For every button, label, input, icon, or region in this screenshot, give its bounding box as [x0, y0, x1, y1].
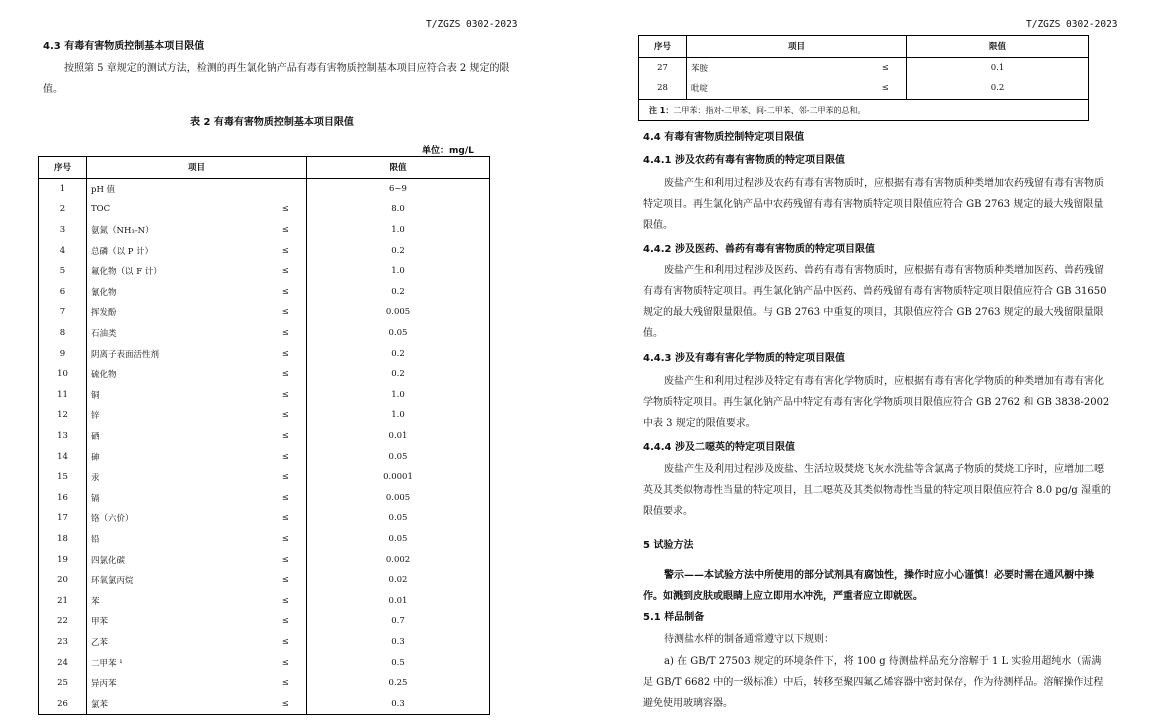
row-limit: 0.005: [385, 492, 411, 503]
row-limit: 0.05: [388, 451, 408, 462]
intro-paragraph: [43, 58, 516, 100]
row-item: 吡啶: [691, 84, 709, 95]
row-operator: ≤: [265, 652, 307, 673]
row-operator: ≤: [265, 199, 307, 220]
row-operator: ≤: [265, 488, 307, 509]
row-limit: 0.05: [388, 533, 408, 544]
paragraph-5-1-text: 待测盐水样的制备通常遵守以下规则：: [664, 634, 834, 645]
row-index: 27: [639, 57, 687, 78]
table-row: [39, 385, 490, 406]
row-index: 26: [39, 693, 87, 714]
row-item: 铬（六价）: [91, 514, 134, 525]
paragraph-4-4-1: [643, 173, 1111, 236]
row-index: 28: [639, 78, 687, 99]
row-item: 氟化物（以 F 计）: [91, 267, 162, 278]
header-item: 项目: [87, 157, 307, 179]
row-index: 12: [39, 405, 87, 426]
row-limit: 0.2: [990, 83, 1005, 94]
header-limit: 限值: [307, 157, 490, 179]
table-title: 表 2 有毒有害物质控制基本项目限值: [190, 117, 354, 128]
row-item: 砷: [91, 452, 100, 463]
row-operator: ≤: [265, 405, 307, 426]
paragraph-4-4-3: [643, 371, 1111, 434]
row-operator: ≤: [265, 323, 307, 344]
header-item: 项目: [687, 36, 907, 58]
row-operator: ≤: [265, 240, 307, 261]
table-row: [39, 302, 490, 323]
row-item: 石油类: [91, 329, 117, 340]
paragraph-5-1-a-text: a) 在 GB/T 27503 规定的环境条件下，将 100 g 待测盐样品充分溶解于 1 L 实验用超纯水（需满足 GB/T 6682 中的一级标准）中后，转移至聚四氟乙烯容器中密封保存，作为待测样品。溶解操作过程避免使用玻璃容器。: [643, 656, 1104, 709]
row-index: 10: [39, 364, 87, 385]
table-row: [39, 467, 490, 488]
row-operator: [265, 178, 307, 199]
section-heading: 4.3 有毒有害物质控制基本项目限值: [43, 41, 205, 52]
doc-code: T/ZGZS 0302-2023: [426, 19, 518, 30]
table-row: [39, 199, 490, 220]
table-row: [39, 364, 490, 385]
row-index: 9: [39, 343, 87, 364]
heading-4-4-1: 4.4.1 涉及农药有毒有害物质的特定项目限值: [643, 155, 845, 166]
warning-paragraph: [643, 565, 1111, 607]
paragraph-4-4-2: [643, 260, 1111, 344]
paragraph-4-4-3-text: 废盐产生和利用过程涉及特定有毒有害化学物质时，应根据有毒有害化学物质的种类增加有毒有害化学物质特定项目。再生氯化钠产品中特定有毒有害化学物质项目限值应符合 GB 2762 和 GB 3838-2002 中表 3 规定的限值要求。: [643, 376, 1110, 429]
table-row: [39, 446, 490, 467]
paragraph-5-1-a: [643, 651, 1111, 714]
row-limit: 1.0: [391, 410, 405, 421]
table-header-row: [39, 157, 490, 179]
row-limit: 0.2: [391, 286, 405, 297]
row-operator: ≤: [865, 78, 907, 99]
row-index: 2: [39, 199, 87, 220]
row-operator: ≤: [265, 590, 307, 611]
row-operator: ≤: [265, 673, 307, 694]
left-page: [0, 0, 560, 723]
table-row: [39, 343, 490, 364]
row-limit: 1.0: [391, 225, 405, 236]
row-item: 阴离子表面活性剂: [91, 349, 160, 360]
row-limit: 6~9: [389, 183, 407, 194]
limits-table-continued: [638, 35, 1089, 121]
row-index: 5: [39, 261, 87, 282]
table-row: [39, 488, 490, 509]
table-row: [39, 282, 490, 303]
row-operator: ≤: [265, 364, 307, 385]
row-item: TOC: [91, 204, 111, 215]
row-limit: 0.3: [391, 636, 405, 647]
row-operator: ≤: [265, 611, 307, 632]
row-item: 硒: [91, 432, 100, 443]
table-row: [39, 178, 490, 199]
row-index: 11: [39, 385, 87, 406]
row-item: 总磷（以 P 计）: [91, 246, 154, 257]
row-item: 铅: [91, 534, 100, 545]
paragraph-4-4-2-text: 废盐产生和利用过程涉及医药、兽药有毒有害物质时，应根据有毒有害物质种类增加医药、兽药残留有毒有害物质特定项目。再生氯化钠产品中医药、兽药残留有毒有害物质特定项目限值应符合 GB 31650 规定的最大残留限量限值。与 GB 2763 中重复的项目，其限值应符合 GB 2763 规定的最大残留限量限值。: [643, 265, 1107, 339]
row-index: 3: [39, 220, 87, 241]
warning-text: 警示——本试验方法中所使用的部分试剂具有腐蚀性，操作时应小心谨慎！必要时需在通风橱中操作。如溅到皮肤或眼睛上应立即用水冲洗，严重者应立即就医。: [643, 570, 1094, 602]
table-row: [39, 323, 490, 344]
row-operator: ≤: [265, 446, 307, 467]
heading-5-1: 5.1 样品制备: [643, 612, 705, 623]
row-item: 四氯化碳: [91, 555, 126, 566]
row-index: 20: [39, 570, 87, 591]
note-text: 二甲苯：指对-二甲苯、间-二甲苯、邻-二甲苯的总和。: [673, 105, 866, 115]
row-index: 21: [39, 590, 87, 611]
row-limit: 0.2: [391, 348, 405, 359]
row-item: 铜: [91, 390, 100, 401]
row-limit: 0.002: [385, 554, 411, 565]
row-index: 18: [39, 529, 87, 550]
row-limit: 0.2: [391, 369, 405, 380]
row-limit: 0.005: [385, 307, 411, 318]
row-limit: 0.01: [388, 595, 408, 606]
table-row: [39, 508, 490, 529]
row-index: 23: [39, 632, 87, 653]
limits-table: [38, 156, 490, 715]
note-label: 注 1：: [649, 105, 674, 115]
row-operator: ≤: [265, 467, 307, 488]
table-row: [39, 426, 490, 447]
heading-4-4-4: 4.4.4 涉及二噁英的特定项目限值: [643, 442, 795, 453]
table-row: [39, 611, 490, 632]
table-row: [39, 261, 490, 282]
row-operator: ≤: [265, 261, 307, 282]
row-item: 甲苯: [91, 617, 109, 628]
table-header-row: [639, 36, 1089, 58]
row-index: 7: [39, 302, 87, 323]
row-index: 15: [39, 467, 87, 488]
row-item: 氯苯: [91, 699, 109, 710]
row-item: 苯: [91, 596, 100, 607]
paragraph-4-4-1-text: 废盐产生和利用过程涉及农药有毒有害物质时，应根据有毒有害物质种类增加农药残留有毒有害物质特定项目。再生氯化钠产品中农药残留有毒有害物质特定项目限值应符合 GB 2763 规定的最大残留限量限值。: [643, 178, 1104, 231]
row-item: 汞: [91, 473, 100, 484]
row-limit: 0.3: [391, 698, 405, 709]
header-index: 序号: [39, 157, 87, 179]
table-row: [639, 78, 1089, 99]
row-limit: 0.02: [388, 575, 408, 586]
row-limit: 0.25: [388, 678, 408, 689]
table-row: [39, 405, 490, 426]
row-operator: ≤: [265, 508, 307, 529]
row-operator: ≤: [265, 220, 307, 241]
table-row: [39, 220, 490, 241]
table-row: [39, 240, 490, 261]
row-index: 19: [39, 549, 87, 570]
row-index: 4: [39, 240, 87, 261]
header-limit: 限值: [907, 36, 1089, 58]
row-limit: 0.01: [388, 431, 408, 442]
heading-5: 5 试验方法: [643, 540, 694, 551]
table-note: [639, 99, 1089, 121]
row-limit: 8.0: [391, 204, 405, 215]
row-operator: ≤: [865, 57, 907, 78]
row-index: 1: [39, 178, 87, 199]
row-operator: ≤: [265, 302, 307, 323]
heading-4-4: 4.4 有毒有害物质控制特定项目限值: [643, 132, 805, 143]
row-item: 镉: [91, 493, 100, 504]
row-limit: 0.7: [391, 616, 405, 627]
row-limit: 0.2: [391, 245, 405, 256]
row-item: 氨氮（NH₃-N）: [91, 226, 154, 237]
row-index: 8: [39, 323, 87, 344]
table-row: [39, 570, 490, 591]
row-operator: ≤: [265, 282, 307, 303]
header-index: 序号: [639, 36, 687, 58]
table-row: [639, 57, 1089, 78]
row-item: 环氧氯丙烷: [91, 576, 134, 587]
row-operator: ≤: [265, 529, 307, 550]
row-item: 锌: [91, 411, 100, 422]
table-row: [39, 549, 490, 570]
paragraph-4-4-4: [643, 459, 1111, 522]
row-item: 乙苯: [91, 637, 109, 648]
row-operator: ≤: [265, 426, 307, 447]
row-index: 6: [39, 282, 87, 303]
row-item: 硫化物: [91, 370, 117, 381]
row-operator: ≤: [265, 385, 307, 406]
row-operator: ≤: [265, 693, 307, 714]
table-row: [39, 652, 490, 673]
row-item: 二甲苯 ¹: [91, 658, 123, 669]
row-index: 17: [39, 508, 87, 529]
doc-code: T/ZGZS 0302-2023: [1026, 19, 1118, 30]
table-row: [39, 529, 490, 550]
row-item: 异丙苯: [91, 679, 117, 690]
table-row: [39, 632, 490, 653]
row-item: pH 值: [91, 184, 116, 195]
row-index: 14: [39, 446, 87, 467]
row-operator: ≤: [265, 632, 307, 653]
row-limit: 0.5: [391, 657, 405, 668]
table-row: [39, 693, 490, 714]
row-item: 苯胺: [691, 63, 709, 74]
row-operator: ≤: [265, 549, 307, 570]
row-index: 24: [39, 652, 87, 673]
row-operator: ≤: [265, 343, 307, 364]
row-item: 氰化物: [91, 287, 117, 298]
row-limit: 1.0: [391, 266, 405, 277]
row-limit: 0.05: [388, 328, 408, 339]
row-index: 22: [39, 611, 87, 632]
unit-label: 单位：mg/L: [422, 146, 474, 156]
intro-text: 按照第 5 章规定的测试方法，检测的再生氯化钠产品有毒有害物质控制基本项目应符合表 2 规定的限值。: [43, 63, 510, 95]
right-page: [600, 0, 1157, 723]
row-limit: 1.0: [391, 389, 405, 400]
heading-4-4-3: 4.4.3 涉及有毒有害化学物质的特定项目限值: [643, 353, 845, 364]
heading-4-4-2: 4.4.2 涉及医药、兽药有毒有害物质的特定项目限值: [643, 244, 875, 255]
row-operator: ≤: [265, 570, 307, 591]
row-limit: 0.0001: [383, 472, 413, 483]
table-row: [39, 673, 490, 694]
row-index: 25: [39, 673, 87, 694]
paragraph-4-4-4-text: 废盐产生及利用过程涉及废盐、生活垃圾焚烧飞灰水洗盐等含氯离子物质的焚烧工序时，应增加二噁英及其类似物毒性当量的特定项目，且二噁英及其类似物毒性当量的特定项目限值应符合 8.0 pg/g 湿重的限值要求。: [643, 464, 1112, 517]
table-row: [39, 590, 490, 611]
row-index: 13: [39, 426, 87, 447]
row-index: 16: [39, 488, 87, 509]
row-limit: 0.05: [388, 513, 408, 524]
row-limit: 0.1: [990, 62, 1005, 73]
paragraph-5-1: [643, 629, 1111, 650]
row-item: 挥发酚: [91, 308, 117, 319]
